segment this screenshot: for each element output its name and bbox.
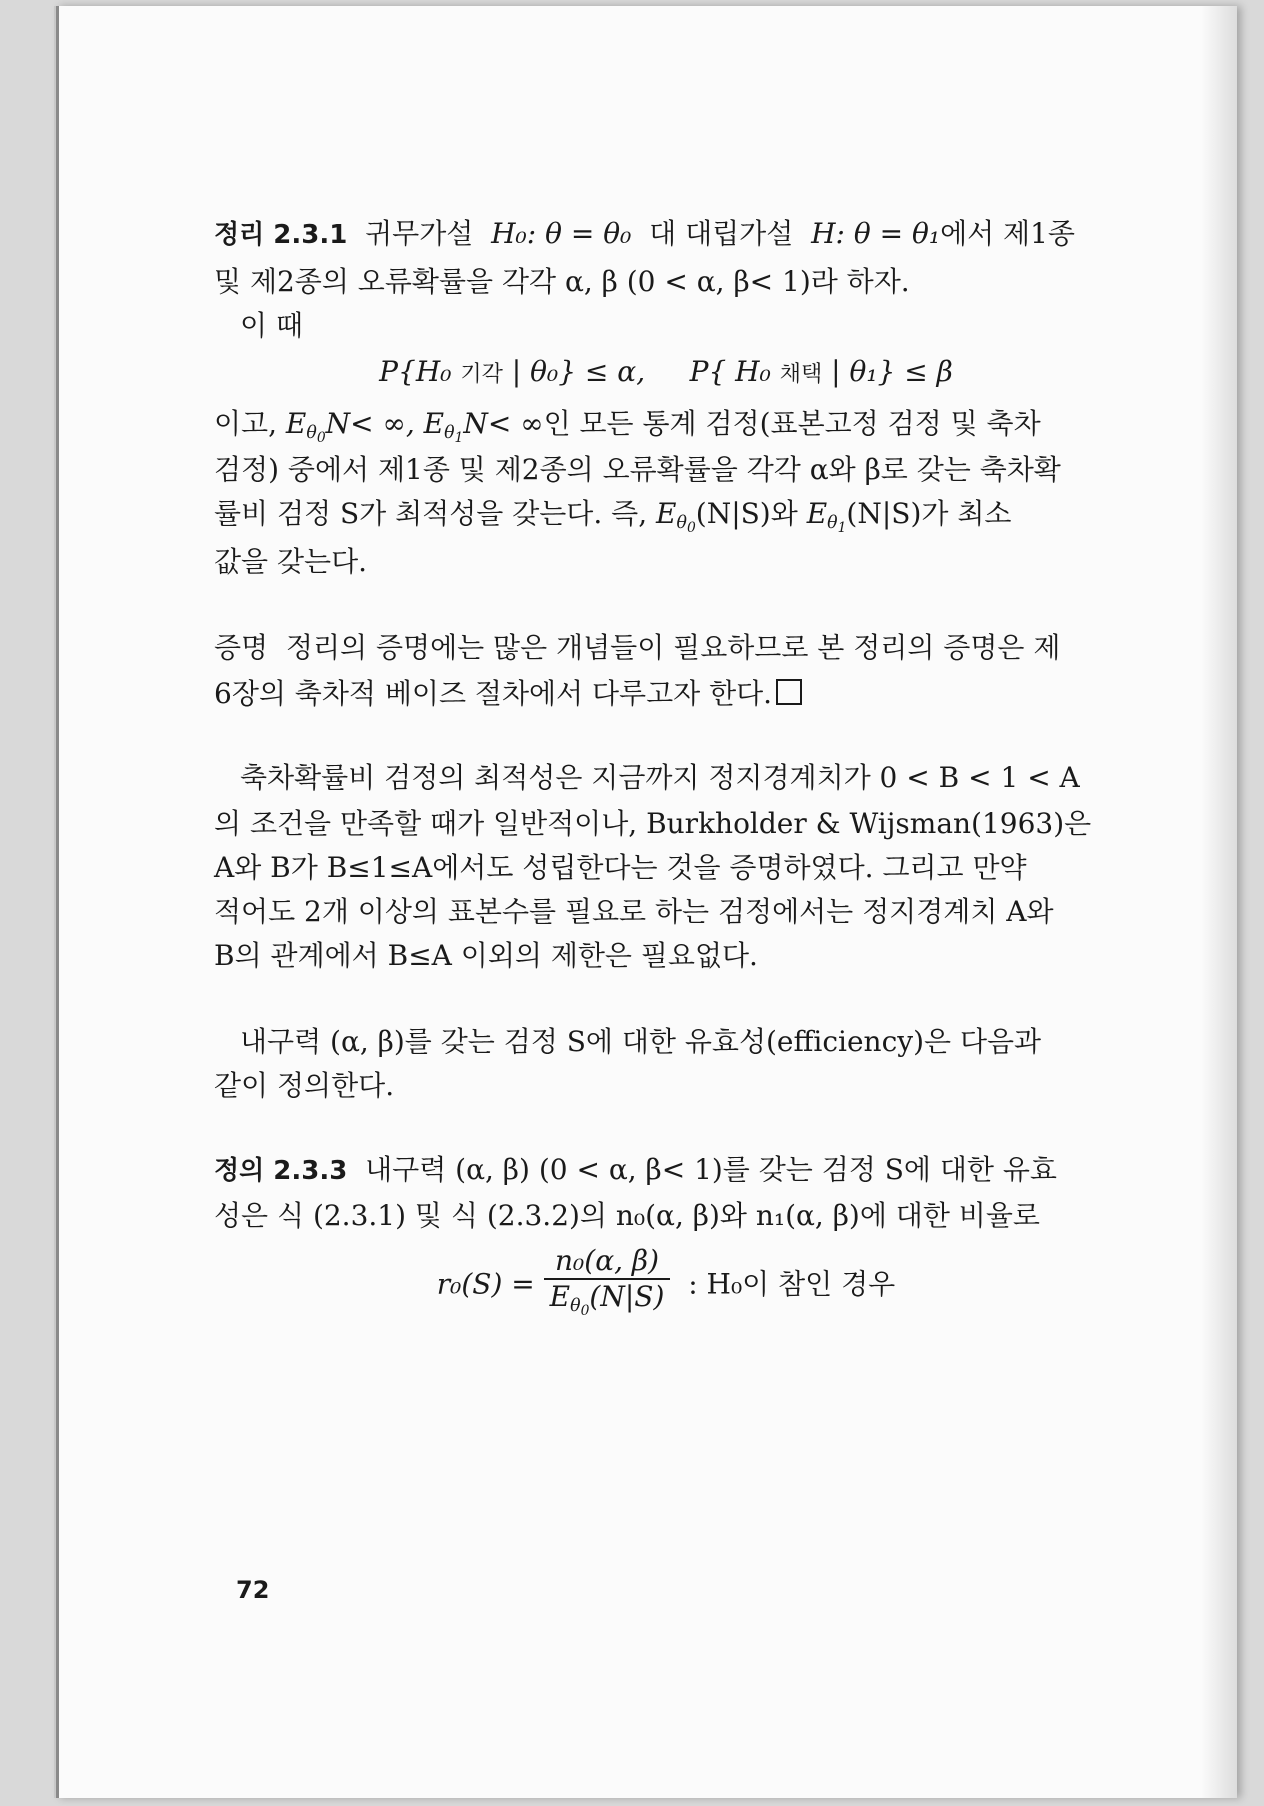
definition-line-1: 정의 2.3.3 내구력 (α, β) (0 < α, β< 1)를 갖는 검정 S에 대한 유효 bbox=[214, 1153, 1057, 1186]
theorem-line-5: 이고, $E_{\theta_0}N<$ ∞, $E_{\theta_1}N<$ ∞인 모든 통계 검정(표본고정 검정 및 축차 bbox=[214, 407, 1041, 447]
theorem-line-6: 검정) 중에서 제1종 및 제2종의 오류확률을 각각 α와 β로 갖는 축차확 bbox=[214, 453, 1061, 486]
proof-label: 증명 bbox=[214, 631, 269, 664]
para2-line-1: 내구력 (α, β)를 갖는 검정 S에 대한 유효성(efficiency)은 다음과 bbox=[240, 1025, 1042, 1058]
para2-line-2: 같이 정의한다. bbox=[214, 1069, 395, 1102]
proof-line-1: 증명 정리의 증명에는 많은 개념들이 필요하므로 본 정리의 증명은 제 bbox=[214, 631, 1061, 664]
definition-label: 정의 2.3.3 bbox=[214, 1156, 348, 1186]
page-edge-shadow bbox=[1201, 6, 1237, 1798]
para1-line-2: 의 조건을 만족할 때가 일반적이나, Burkholder & Wijsman(1963)은 bbox=[214, 807, 1092, 840]
proof-line-2: 6장의 축차적 베이즈 절차에서 다루고자 한다. bbox=[214, 674, 1118, 714]
definition-line-2: 성은 식 (2.3.1) 및 식 (2.3.2)의 n₀(α, β)와 n₁(α, β)에 대한 비율로 bbox=[214, 1199, 1040, 1232]
theorem-line-8: 값을 갖는다. bbox=[214, 545, 368, 578]
para1-line-3: A와 B가 B≤1≤A에서도 성립한다는 것을 증명하였다. 그리고 만약 bbox=[214, 851, 1027, 884]
qed-box-icon bbox=[776, 679, 802, 705]
para1-line-4: 적어도 2개 이상의 표본수를 필요로 하는 검정에서는 정지경계치 A와 bbox=[214, 895, 1054, 928]
para1-line-5: B의 관계에서 B≤A 이외의 제한은 필요없다. bbox=[214, 939, 758, 972]
efficiency-fraction: $\frac{\text{n₀(α, β)}}{E_{\theta_0}(N|S)}$ bbox=[544, 1244, 671, 1328]
theorem-line-2: 및 제2종의 오류확률을 각각 α, β (0 < α, β< 1)라 하자. bbox=[214, 265, 910, 298]
definition-equation: r₀(S) = $\frac{\text{n₀(α, β)}}{E_{\theta_0}(N|S)}$ : H₀이 참인 경우 bbox=[214, 1244, 1118, 1328]
theorem-line-1: 정리 2.3.1 귀무가설 H₀: θ = θ₀ 대 대립가설 H: θ = θ₁에서 제1종 bbox=[214, 217, 1075, 250]
theorem-equation: P{H₀ 기각 | θ₀} ≤ α, P{ H₀ 채택 | θ₁} ≤ β bbox=[379, 355, 953, 388]
theorem-line-3: 이 때 bbox=[240, 309, 303, 342]
theorem-label: 정리 2.3.1 bbox=[214, 220, 348, 250]
theorem-line-7: 률비 검정 S가 최적성을 갖는다. 즉, $E_{\theta_0}(N|S)$와 $E_{\theta_1}(N|S)$가 최소 bbox=[214, 497, 1012, 537]
page-number: 72 bbox=[236, 1576, 270, 1604]
para1-line-1: 축차확률비 검정의 최적성은 지금까지 정지경계치가 0 < B < 1 < A bbox=[240, 761, 1080, 794]
